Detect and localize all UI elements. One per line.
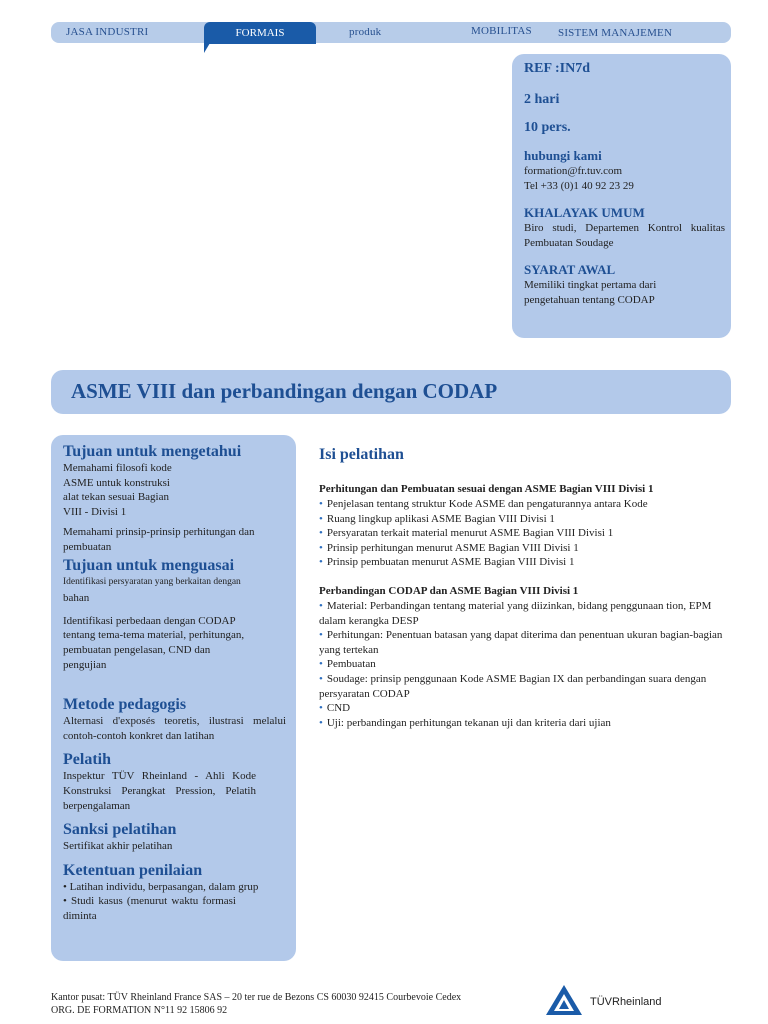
- trainer-text: Inspektur TÜV Rheinland - Ahli Kode Konstruksi Perangkat Pression, Pelatih berpengalaman: [63, 770, 256, 812]
- sanction-heading: Sanksi pelatihan: [63, 821, 177, 839]
- tuv-logo: [544, 983, 724, 1017]
- list-item: • Soudage: prinsip penggunaan Kode ASME Bagian IX dan perbandingan suara dengan persyaratan CODAP: [319, 672, 707, 700]
- nav-item-sistem-manajemen[interactable]: SISTEM MANAJEMEN: [558, 27, 673, 39]
- objectives-box: [51, 435, 296, 961]
- sanction-text: Sertifikat akhir pelatihan: [63, 840, 173, 853]
- section1-title: Perhitungan dan Pembuatan sesuai dengan ASME Bagian VIII Divisi 1: [319, 483, 654, 495]
- list-item: • Prinsip pembuatan menurut ASME Bagian VIII Divisi 1: [319, 556, 575, 569]
- logo-text: TÜVRheinland: [590, 996, 662, 1008]
- contact-heading: hubungi kami: [524, 148, 602, 163]
- top-nav: [51, 22, 731, 43]
- know-line: Memahami filosofi kode: [63, 462, 172, 474]
- audience-text: Biro studi, Departemen Kontrol kualitas Pembuatan Soudage: [524, 222, 725, 249]
- master-small: Identifikasi persyaratan yang berkaitan dengan: [63, 576, 241, 587]
- prereq-text: Memiliki tingkat pertama dari pengetahuan tentang CODAP: [524, 279, 657, 306]
- list-item: • Ruang lingkup aplikasi ASME Bagian VIII Divisi 1: [319, 512, 555, 525]
- list-item: • CND: [319, 702, 351, 715]
- list-item: • Penjelasan tentang struktur Kode ASME dan pengaturannya antara Kode: [319, 498, 648, 510]
- list-item: • Uji: perbandingan perhitungan tekanan uji dan kriteria dari ujian: [319, 716, 611, 729]
- contact-phone: Tel +33 (0)1 40 92 23 29: [524, 180, 634, 192]
- section2-title: Perbandingan CODAP dan ASME Bagian VIII Divisi 1: [319, 584, 579, 597]
- list-item: • Material: Perbandingan tentang material yang diizinkan, bidang penggunaan tion, EPM dalam kerangka DESP: [319, 599, 712, 627]
- audience-heading: KHALAYAK UMUM: [524, 205, 645, 220]
- master-p2: Identifikasi perbedaan dengan CODAP tentang tema-tema material, perhitungan, pembuatan pengelasan, CND dan pengujian: [63, 614, 245, 671]
- title-banner: [51, 370, 731, 414]
- know-heading: Tujuan untuk mengetahui: [63, 443, 242, 460]
- know-line: VIII - Divisi 1: [63, 505, 127, 518]
- know-p2: Memahami prinsip-prinsip perhitungan dan pembuatan: [63, 526, 255, 553]
- page-title: ASME VIII dan perbandingan dengan CODAP: [71, 379, 498, 403]
- method-heading: Metode pedagogis: [63, 696, 187, 714]
- course-participants: 10 pers.: [524, 120, 571, 135]
- footer-address: Kantor pusat: TÜV Rheinland France SAS – 20 ter rue de Bezons CS 60030 92415 Courbevoie Cedex: [51, 992, 462, 1003]
- prereq-heading: SYARAT AWAL: [524, 262, 616, 277]
- footer: [51, 991, 461, 1017]
- course-ref: REF :IN7d: [524, 61, 590, 76]
- eval-item: • Latihan individu, berpasangan, dalam grup: [63, 880, 259, 893]
- eval-heading: Ketentuan penilaian: [63, 861, 203, 879]
- list-item: • Pembuatan: [319, 658, 376, 671]
- nav-item-formais[interactable]: FORMAIS: [204, 22, 316, 44]
- nav-item-jasa-industri[interactable]: JASA INDUSTRI: [66, 26, 149, 38]
- list-item: • Persyaratan terkait material menurut ASME Bagian VIII Divisi 1: [319, 527, 614, 540]
- content-heading: Isi pelatihan: [319, 446, 404, 463]
- eval-item: • Studi kasus (menurut waktu formasi diminta: [63, 895, 236, 922]
- list-item: • Prinsip perhitungan menurut ASME Bagian VIII Divisi 1: [319, 541, 579, 554]
- master-heading: Tujuan untuk menguasai: [63, 556, 235, 574]
- trainer-heading: Pelatih: [63, 751, 111, 769]
- method-text: Alternasi d'exposés teoretis, ilustrasi melalui contoh-contoh konkret dan latihan: [63, 715, 286, 742]
- master-small-2: bahan: [63, 592, 90, 605]
- nav-item-produk[interactable]: produk: [349, 26, 382, 38]
- course-info-box: [512, 54, 731, 338]
- contact-email[interactable]: formation@fr.tuv.com: [524, 165, 623, 177]
- training-content: [319, 446, 729, 730]
- nav-item-mobilitas[interactable]: MOBILITAS: [471, 25, 532, 37]
- list-item: • Perhitungan: Penentuan batasan yang dapat diterima dan penentuan ukuran bagian-bagian yang tertekan: [319, 629, 723, 656]
- nav-active-flag: [204, 43, 210, 53]
- footer-org-number: ORG. DE FORMATION N°11 92 15806 92: [51, 1005, 228, 1016]
- know-line: ASME untuk konstruksi: [63, 476, 170, 489]
- tuv-triangle-icon: [544, 983, 584, 1017]
- know-line: alat tekan sesuai Bagian: [63, 491, 169, 504]
- course-duration: 2 hari: [524, 92, 560, 107]
